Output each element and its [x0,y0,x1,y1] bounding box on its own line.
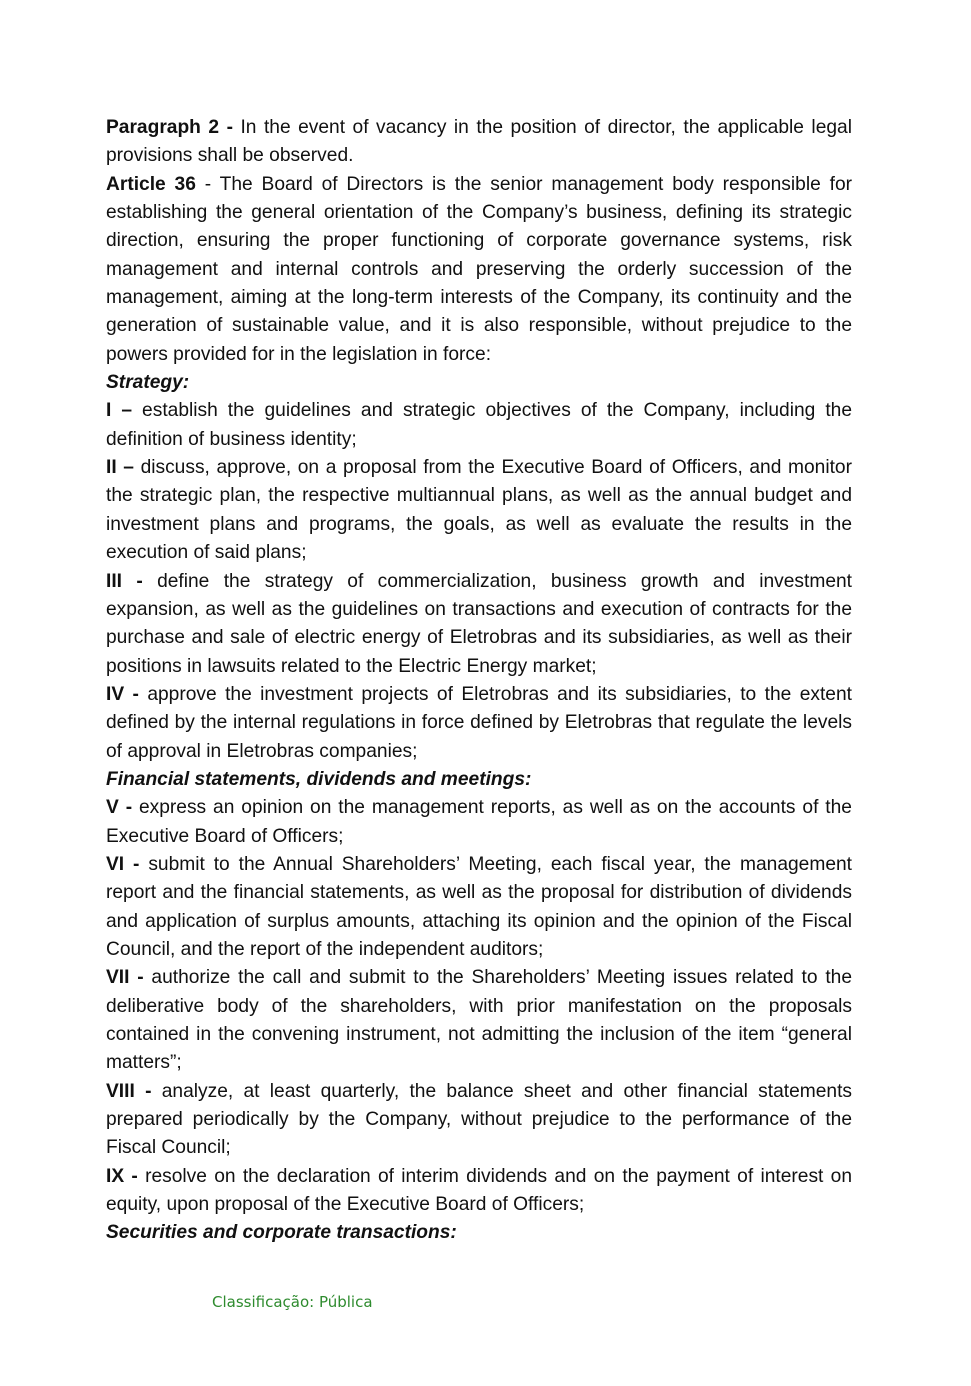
item-ix [106,1163,852,1220]
item-iv [106,681,852,766]
paragraph-label: VIII - [106,1080,152,1102]
paragraph-text: authorize the call and submit to the Shareholders’ Meeting issues related to the deliberative body of the shareholders, with prior manifestation on the proposals contained in the convening instrument, not admitting the inclusion of the item “general matters”; [106,967,853,1074]
paragraph-label: II – [106,457,134,479]
section-heading-financial-statements: Financial statements, dividends and meetings: [106,768,532,790]
paragraph-text: express an opinion on the management reports, as well as on the accounts of the Executive Board of Officers; [106,797,852,847]
paragraph-2 [106,114,852,171]
item-vi [106,851,852,964]
paragraph-label: I – [106,400,133,422]
item-viii [106,1078,852,1163]
paragraph-label: V - [106,797,133,819]
paragraph-label: Paragraph 2 - [106,117,233,138]
paragraph-text: discuss, approve, on a proposal from the Executive Board of Officers, and monitor the strategic plan, the respective multiannual plans, as well as the annual budget and investment plans and programs, the goals, as well as evaluate the results in the execution of said plans; [106,457,852,564]
item-i [106,397,852,454]
paragraph-text: In the event of vacancy in the position of director, the applicable legal provisions shall be observed. [106,117,852,167]
paragraph-text: resolve on the declaration of interim dividends and on the payment of interest on equity, upon proposal of the Executive Board of Officers; [106,1165,852,1216]
classification-footer: Classificação: Pública [212,1293,373,1311]
item-v [106,794,852,851]
paragraph-text: approve the investment projects of Eletrobras and its subsidiaries, to the extent defined by the internal regulations in force defined by Eletrobras that regulate the levels of approval in Eletrobras companies; [106,683,852,762]
paragraph-text: submit to the Annual Shareholders’ Meeting, each fiscal year, the management report and the financial statements, as well as the proposal for distribution of dividends and application of surplus amounts, attaching its opinion and the opinion of the Fiscal Council, and the report of the independent auditors; [106,853,852,960]
paragraph-label: III - [106,570,143,592]
paragraph-text: define the strategy of commercialization, business growth and investment expansion, as well as the guidelines on transactions and execution of contracts for the purchase and sale of electric energy of Eletrobras and its subsidiaries, as well as their positions in lawsuits related to the Electric Energy market; [106,570,852,677]
paragraph-text: analyze, at least quarterly, the balance sheet and other financial statements prepared periodically by the Company, without prejudice to the performance of the Fiscal Council; [106,1080,852,1159]
paragraph-label: IX - [106,1165,138,1187]
paragraph-label: VI - [106,853,140,875]
document-body [106,114,852,1248]
paragraph-text: establish the guidelines and strategic objectives of the Company, including the definition of business identity; [106,400,852,450]
section-heading-strategy: Strategy: [106,372,190,394]
item-ii [106,454,852,567]
paragraph-label: Article 36 [106,173,196,195]
article-36 [106,171,852,369]
paragraph-label: VII - [106,967,144,989]
item-iii [106,568,852,681]
paragraph-label: IV - [106,683,139,705]
section-heading-securities: Securities and corporate transactions: [106,1222,457,1244]
paragraph-text: - The Board of Directors is the senior management body responsible for establishing the general orientation of the Company’s business, defining its strategic direction, ensuring the proper functioning of corporate governance systems, risk management and internal controls and preserving the orderly succession of the management, aiming at the long-term interests of the Company, its continuity and the generation of sustainable value, and it is also responsible, without prejudice to the powers provided for in the legislation in force: [106,173,853,365]
item-vii [106,964,852,1077]
